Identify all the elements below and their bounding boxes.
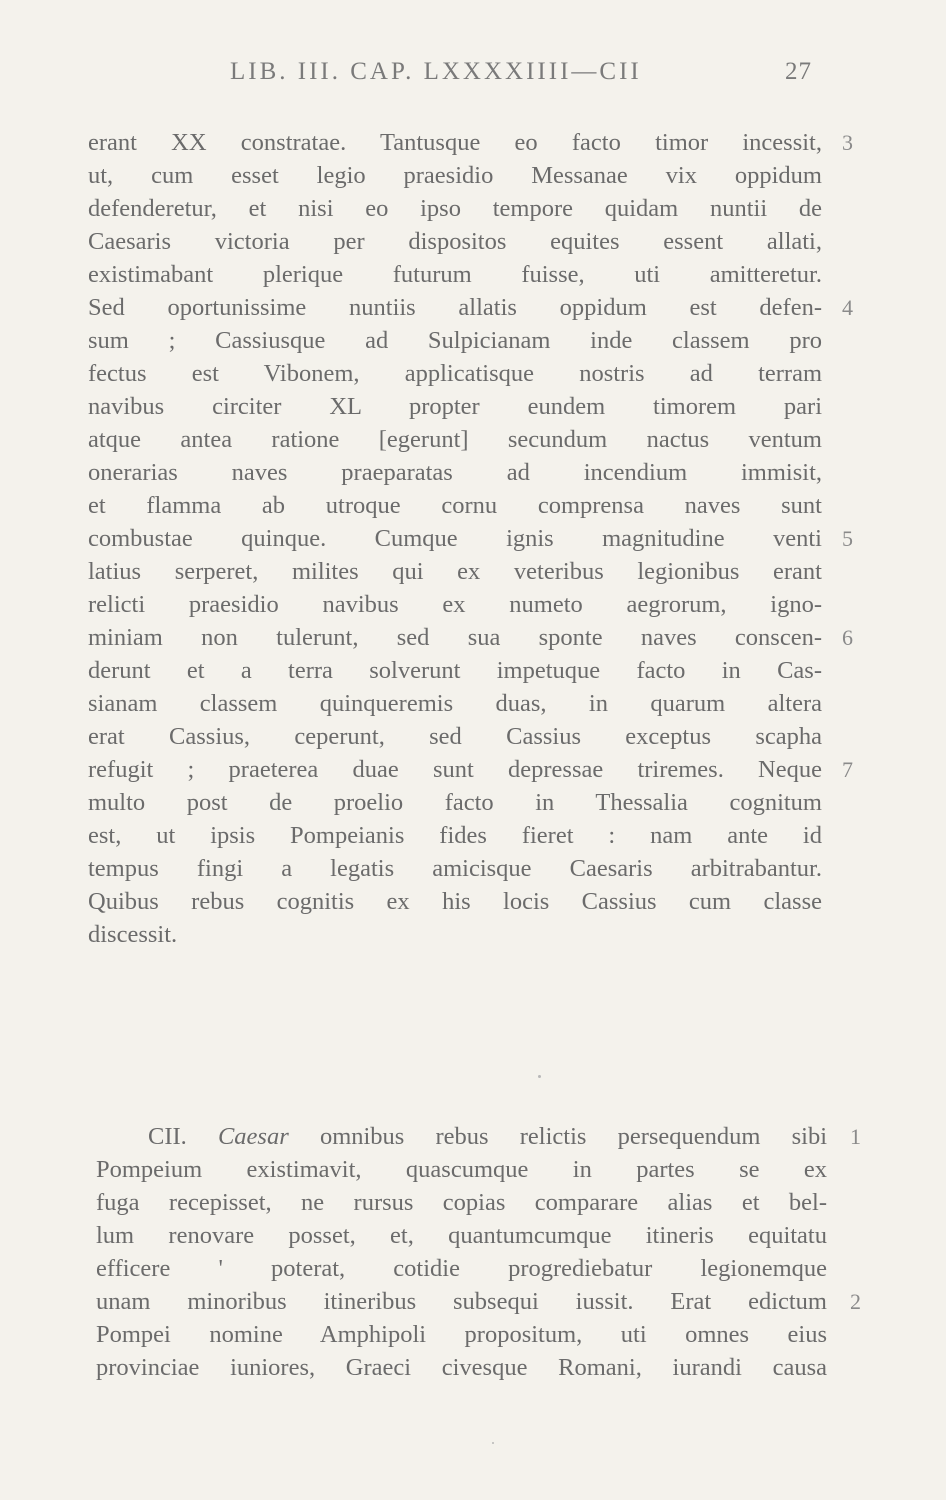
text-line: provinciae iuniores, Graeci civesque Romani, iurandi causa <box>96 1354 827 1381</box>
margin-section-number: 5 <box>842 526 853 551</box>
text-line: fuga recepisset, ne rursus copias comparare alias et bel- <box>96 1189 827 1216</box>
text-line: et flamma ab utroque cornu comprensa naves sunt <box>88 492 822 519</box>
chapter-number: CII. <box>148 1123 187 1150</box>
running-title: LIB. III. CAP. LXXXXIIII—CII <box>230 58 642 85</box>
text-line: refugit ; praeterea duae sunt depressae triremes. Neque <box>88 756 822 783</box>
text-line: fectus est Vibonem, applicatisque nostris ad terram <box>88 360 822 387</box>
text-line: Quibus rebus cognitis ex his locis Cassius cum classe <box>88 888 822 915</box>
text-line: relicti praesidio navibus ex numeto aegrorum, igno- <box>88 591 822 618</box>
margin-section-number: 7 <box>842 757 853 782</box>
text-line: atque antea ratione [egerunt] secundum nactus ventum <box>88 426 822 453</box>
paper-speck <box>538 1075 541 1078</box>
text-line: existimabant plerique futurum fuisse, uti amitteretur. <box>88 261 822 288</box>
text-line: Caesaris victoria per dispositos equites essent allati, <box>88 228 822 255</box>
text-line: multo post de proelio facto in Thessalia cognitum <box>88 789 822 816</box>
margin-section-number: 1 <box>850 1124 861 1149</box>
page-header <box>0 58 946 98</box>
text-line: erat Cassius, ceperunt, sed Cassius exceptus scapha <box>88 723 822 750</box>
text-line: miniam non tulerunt, sed sua sponte naves conscen- <box>88 624 822 651</box>
chapter-first-line-rest: omnibus rebus relictis persequendum sibi <box>319 1123 828 1150</box>
text-line: sianam classem quinqueremis duas, in quarum altera <box>88 690 822 717</box>
text-line: est, ut ipsis Pompeianis fides fieret : nam ante id <box>88 822 822 849</box>
chapter-keyword: Caesar <box>217 1123 289 1150</box>
text-line: erant XX constratae. Tantusque eo facto timor incessit, <box>88 129 822 156</box>
text-line: unam minoribus itineribus subsequi iussit. Erat edictum <box>96 1288 827 1315</box>
text-line: latius serperet, milites qui ex veteribus legionibus erant <box>88 558 822 585</box>
text-line: Sed oportunissime nuntiis allatis oppidum est defen- <box>88 294 822 321</box>
paper-speck <box>492 1442 494 1444</box>
chapter-first-line <box>148 1120 827 1153</box>
margin-section-number: 6 <box>842 625 853 650</box>
text-line: Pompei nomine Amphipoli propositum, uti omnes eius <box>96 1321 827 1348</box>
text-line: efficere ' poterat, cotidie progrediebatur legionemque <box>96 1255 827 1282</box>
text-line: derunt et a terra solverunt impetuque facto in Cas- <box>88 657 822 684</box>
text-line: defenderetur, et nisi eo ipso tempore quidam nuntii de <box>88 195 822 222</box>
text-line: onerarias naves praeparatas ad incendium immisit, <box>88 459 822 486</box>
text-line: lum renovare posset, et, quantumcumque itineris equitatu <box>96 1222 827 1249</box>
text-line: sum ; Cassiusque ad Sulpicianam inde classem pro <box>88 327 822 354</box>
margin-section-number: 4 <box>842 295 853 320</box>
text-line: combustae quinque. Cumque ignis magnitudine venti <box>88 525 822 552</box>
text-line: tempus fingi a legatis amicisque Caesaris arbitrabantur. <box>88 855 822 882</box>
margin-section-number: 3 <box>842 130 853 155</box>
text-line: Pompeium existimavit, quascumque in partes se ex <box>96 1156 827 1183</box>
text-line: navibus circiter XL propter eundem timorem pari <box>88 393 822 420</box>
text-line: discessit. <box>88 921 178 948</box>
text-line: ut, cum esset legio praesidio Messanae vix oppidum <box>88 162 822 189</box>
margin-section-number: 2 <box>850 1289 861 1314</box>
page-number: 27 <box>785 58 812 85</box>
